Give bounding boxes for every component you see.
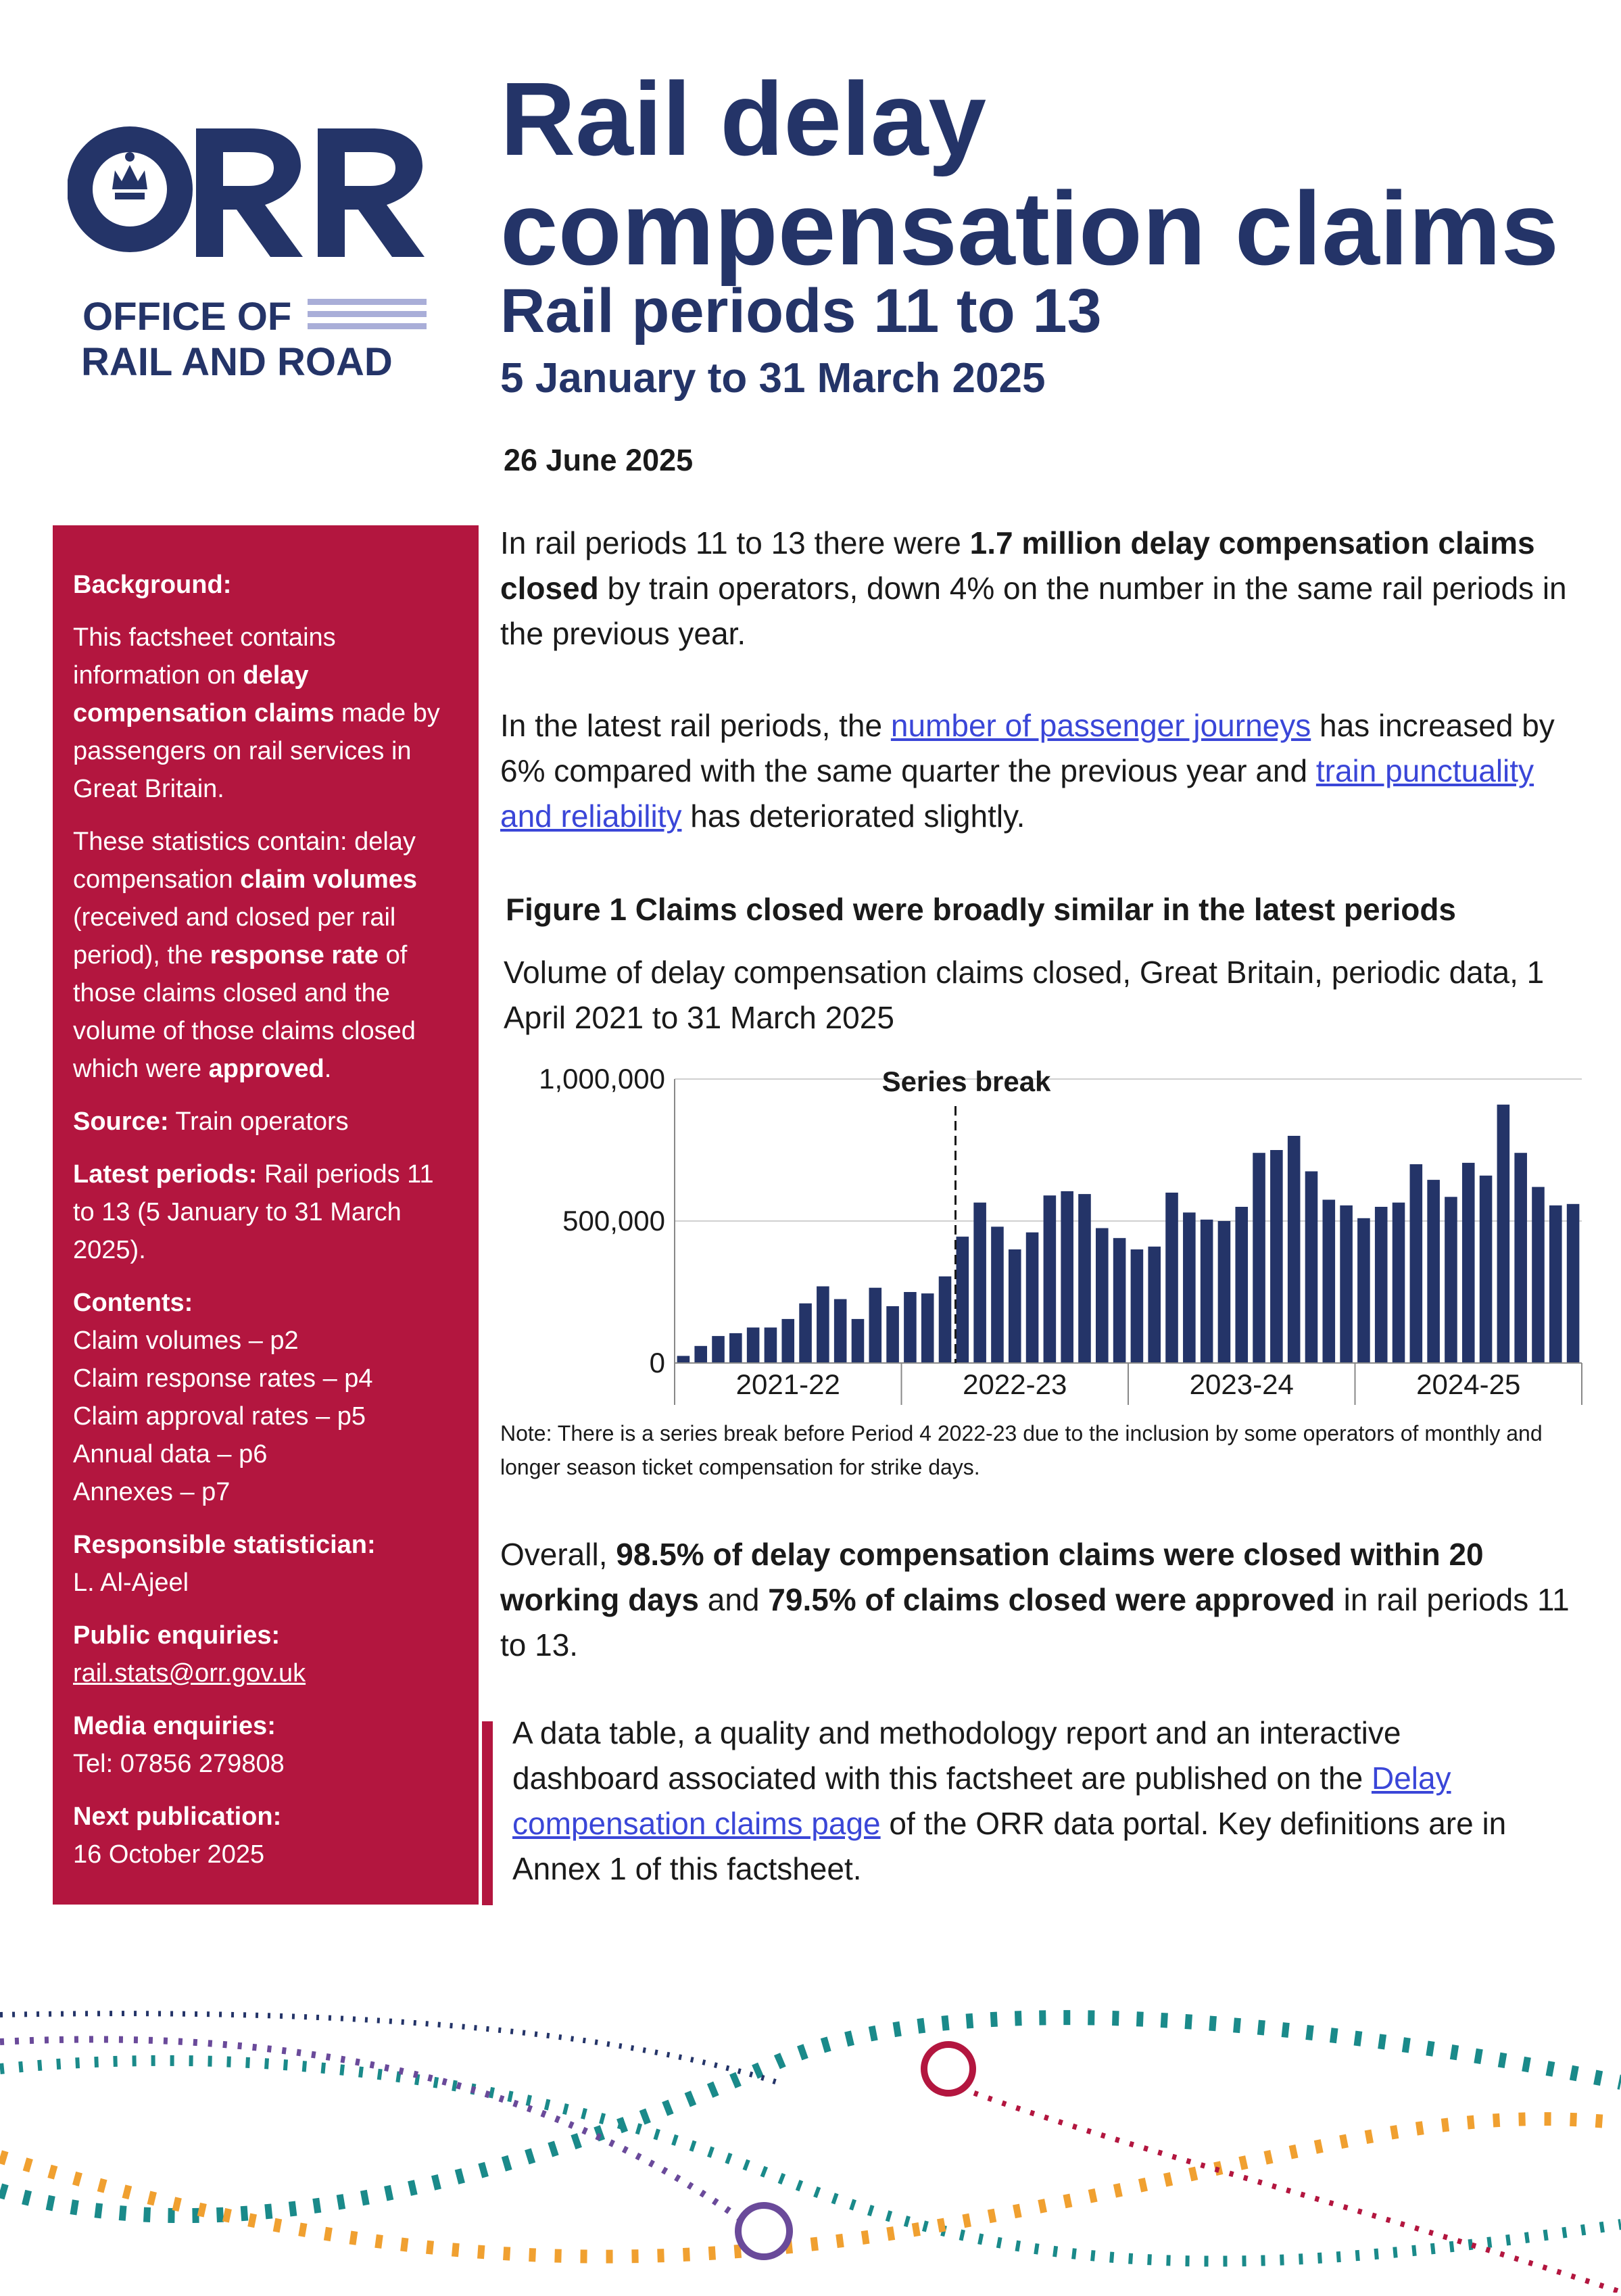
bar [1201,1220,1213,1363]
orr-logo [68,108,460,406]
y-tick-label: 0 [649,1347,665,1379]
bar [1357,1218,1370,1363]
bar [1480,1176,1493,1363]
bar [834,1299,847,1364]
bar [1044,1195,1057,1363]
bar [921,1293,934,1363]
callout-bar [482,1721,493,1905]
x-tick-label: 2023-24 [1189,1368,1294,1400]
bar [765,1328,777,1364]
bar [1218,1221,1231,1363]
bar [1532,1187,1545,1363]
bar [1375,1207,1388,1363]
bar [1567,1204,1580,1363]
contents-item[interactable]: Claim response rates – p4 [73,1364,373,1393]
bar [729,1333,742,1363]
title-line2: compensation claims [500,170,1559,287]
bar [1026,1233,1039,1363]
bar [1165,1193,1178,1363]
contents-item[interactable]: Annexes – p7 [73,1478,231,1506]
bar [869,1288,881,1363]
bar [781,1319,794,1363]
source-line: Source: Train operators [73,1107,349,1136]
publication-date: 26 June 2025 [504,443,694,477]
x-tick-label: 2021-22 [735,1368,840,1400]
bar [991,1226,1004,1363]
claims-chart [500,1055,1595,1413]
bar [677,1356,690,1364]
sidebar [53,525,479,1905]
callout-paragraph: A data table, a quality and methodology report and an interactive dashboard associated with this factsheet are published on the Delay compensation claims page of the ORR data portal. Key definitions are in Annex 1 of this factsheet. [512,1715,1507,1886]
bar [1497,1105,1510,1363]
statistician: Responsible statistician: L. Al-Ajeel [73,1531,376,1597]
page-title [500,61,1582,287]
bar [1096,1228,1109,1364]
bar [1340,1205,1353,1363]
bar [1253,1153,1265,1363]
bar [852,1319,865,1363]
background-paragraph-2: These statistics contain: delay compensation claim volumes (received and closed per rail period), the response rate of those claims closed and the volume of those claims closed which were approved. [73,828,418,1083]
background-paragraph-1: This factsheet contains information on delay compensation claims made by passengers on rail services in Great Britain. [73,623,440,803]
contents-item[interactable]: Annual data – p6 [73,1440,268,1468]
latest-periods: Latest periods: Rail periods 11 to 13 (5 January to 31 March 2025). [73,1160,434,1264]
delay-compensation-link[interactable]: Delay compensation claims page [512,1761,1451,1841]
bar [886,1306,899,1363]
bar [1113,1238,1126,1363]
bar [712,1336,725,1363]
title-line1: Rail delay [500,61,987,177]
intro-paragraph-2: In the latest rail periods, the number of passenger journeys has increased by 6% compared with the same quarter the previous year and train punctuality and reliability has deteriorated slightly. [500,708,1555,834]
bar [694,1346,707,1363]
public-email-link[interactable]: rail.stats@orr.gov.uk [73,1659,306,1688]
bar [1410,1164,1423,1363]
bar [1393,1203,1405,1363]
media-enquiries: Media enquiries: Tel: 07856 279808 [73,1712,285,1778]
x-tick-label: 2024-25 [1416,1368,1521,1400]
bar [1445,1197,1457,1363]
figure-title: Figure 1 Claims closed were broadly similar in the latest periods [506,892,1457,927]
series-break-label: Series break [881,1066,1051,1097]
crown-icon [112,152,147,199]
bar [1009,1249,1021,1363]
intro-paragraph-1: In rail periods 11 to 13 there were 1.7 million delay compensation claims closed by train operators, down 4% on the number in the same rail periods in the previous year. [500,525,1567,651]
next-publication: Next publication: 16 October 2025 [73,1802,282,1869]
bar [817,1287,829,1363]
station-circle-icon [924,2044,973,2093]
bar [1549,1205,1562,1363]
logo-line1: OFFICE OF [82,295,292,339]
bar [1514,1153,1527,1363]
y-tick-label: 1,000,000 [539,1063,665,1095]
bar [1427,1180,1440,1363]
bar [1322,1200,1335,1364]
bar [1288,1136,1301,1363]
x-tick-label: 2022-23 [963,1368,1067,1400]
page-subtitle: Rail periods 11 to 13 [500,277,1102,345]
background-label: Background: [73,571,232,599]
bar [904,1292,917,1363]
bar [939,1276,952,1363]
date-range: 5 January to 31 March 2025 [500,355,1046,402]
overall-paragraph: Overall, 98.5% of delay compensation claims were closed within 20 working days and 79.5% of claims closed were approved in rail periods 11 to 13. [500,1537,1570,1663]
bar [973,1203,986,1363]
bar [957,1237,969,1363]
logo-line2: RAIL AND ROAD [81,340,393,384]
contents-list [73,1284,458,1511]
punctuality-link[interactable]: train punctuality and reliability [500,753,1534,834]
station-circle-icon [738,2205,790,2257]
public-enquiries: Public enquiries: rail.stats@orr.gov.uk [73,1621,306,1688]
bar [1078,1194,1091,1363]
bar [1061,1191,1073,1363]
contents-item[interactable]: Claim approval rates – p5 [73,1402,366,1431]
bar [1235,1207,1248,1363]
bar [799,1304,812,1363]
contents-item[interactable]: Claim volumes – p2 [73,1326,299,1355]
bar [1183,1212,1196,1363]
figure-subtitle: Volume of delay compensation claims closed, Great Britain, periodic data, 1 April 2021 to 31 March 2025 [504,955,1545,1035]
bar [1270,1150,1283,1363]
decorative-track-pattern [0,2001,1621,2293]
bar [1305,1172,1318,1364]
contents-label: Contents: [73,1289,193,1317]
bar [747,1328,760,1364]
y-tick-label: 500,000 [562,1205,665,1237]
bar [1131,1249,1144,1363]
passenger-journeys-link[interactable]: number of passenger journeys [890,708,1311,743]
bar [1148,1247,1161,1363]
figure-note: Note: There is a series break before Period 4 2022-23 due to the inclusion by some operators of monthly and longer season ticket compensation for strike days. [500,1421,1543,1479]
bar [1462,1163,1475,1363]
